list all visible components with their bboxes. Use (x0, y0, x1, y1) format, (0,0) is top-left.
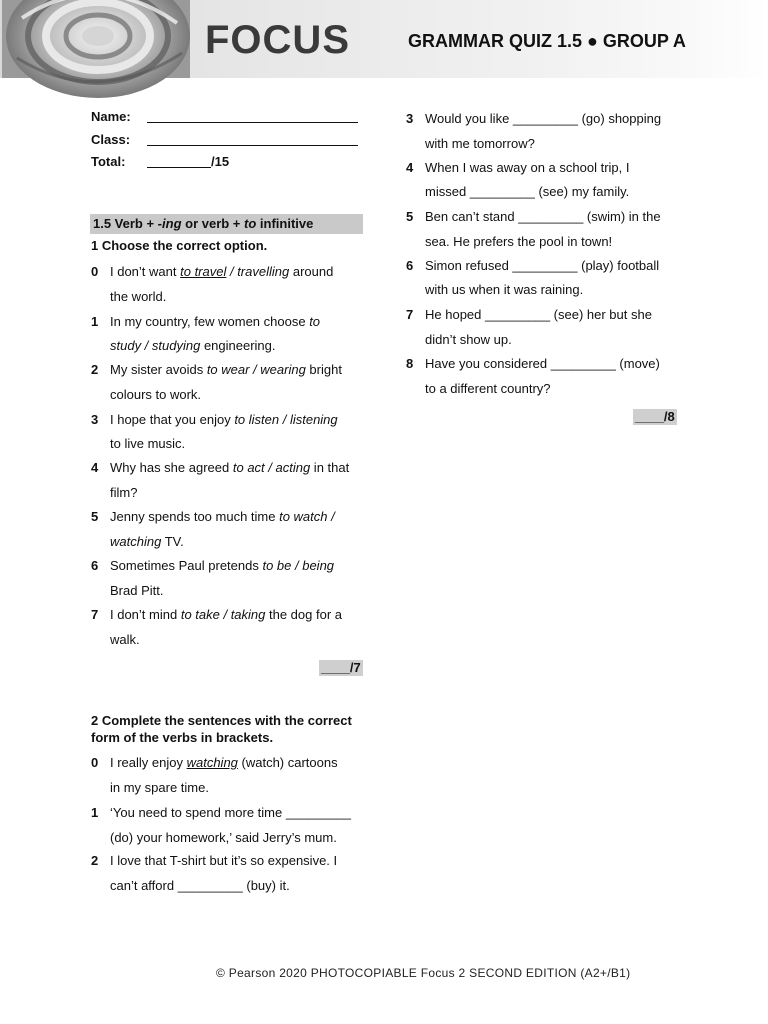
exercise2-score[interactable]: ____/8 (635, 409, 675, 424)
name-field[interactable] (147, 122, 358, 123)
total-suffix: /15 (211, 154, 230, 169)
page-header (0, 0, 768, 78)
exercise2-instruction-line1: 2 Complete the sentences with the correct (91, 713, 352, 728)
brand-title: FOCUS (205, 18, 350, 62)
page-footer: © Pearson 2020 PHOTOCOPIABLE Focus 2 SECOND EDITION (A2+/B1) (216, 966, 631, 980)
exercise1-score[interactable]: ____/7 (321, 660, 361, 675)
total-label: Total: (91, 154, 126, 169)
section-heading: 1.5 Verb + -ing or verb + to infinitive (90, 214, 363, 234)
name-label: Name: (91, 109, 131, 124)
class-field[interactable] (147, 145, 358, 146)
exercise1-instruction: 1 Choose the correct option. (91, 238, 268, 253)
class-label: Class: (91, 132, 131, 147)
total-field[interactable] (147, 167, 211, 168)
quiz-title: GRAMMAR QUIZ 1.5 ● GROUP A (408, 31, 686, 51)
focus-disc-logo-icon (2, 0, 190, 98)
exercise2-instruction-line2: form of the verbs in brackets. (91, 730, 274, 745)
